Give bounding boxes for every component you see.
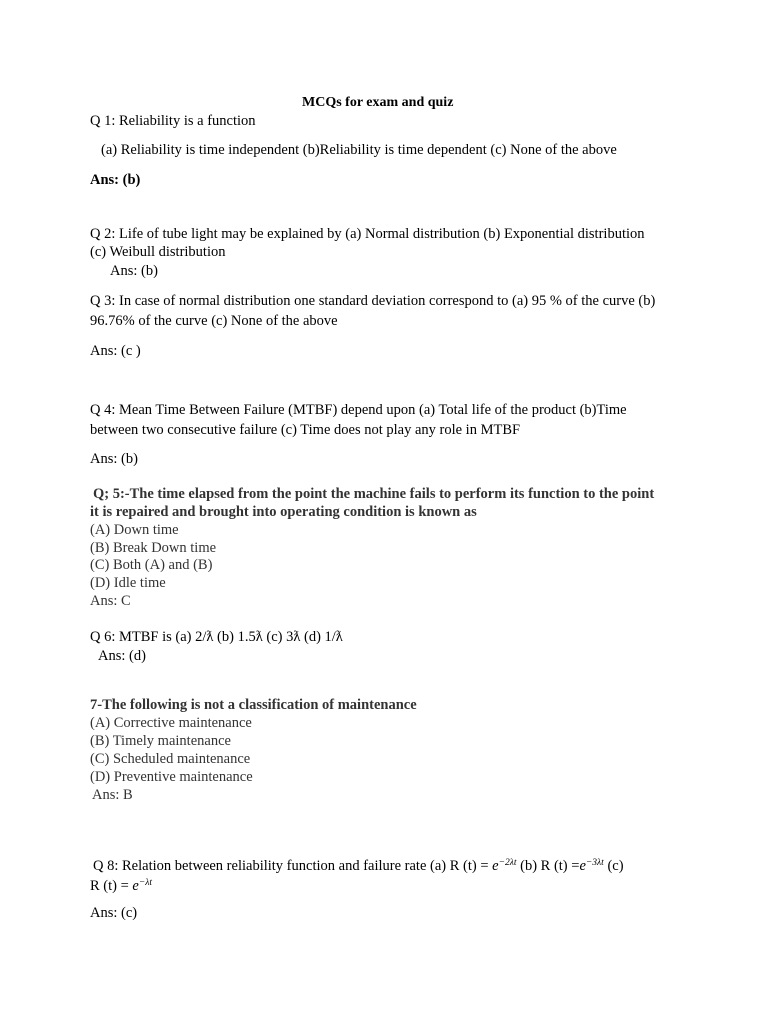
q5-answer: Ans: C <box>90 593 131 609</box>
q7-answer: Ans: B <box>92 787 133 803</box>
q8-text-d: R (t) = <box>90 878 133 894</box>
q8-question-line1 <box>93 855 624 875</box>
q1-question: Q 1: Reliability is a function <box>90 113 256 129</box>
q7-option-b: (B) Timely maintenance <box>90 733 231 749</box>
q8-e-c: e <box>132 878 139 894</box>
q8-text-b: (b) R (t) = <box>516 858 580 874</box>
q2-question-line2: (c) Weibull distribution <box>90 244 226 260</box>
q8-e-a: e <box>492 858 499 874</box>
q7-option-c: (C) Scheduled maintenance <box>90 751 251 767</box>
q7-option-a: (A) Corrective maintenance <box>90 715 252 731</box>
q8-text-a: Q 8: Relation between reliability function and failure rate (a) R (t) = <box>93 858 493 874</box>
q2-question-line1: Q 2: Life of tube light may be explained by (a) Normal distribution (b) Exponential distribution <box>90 226 645 242</box>
q1-options: (a) Reliability is time independent (b)Reliability is time dependent (c) None of the above <box>101 142 617 158</box>
q5-question-line2: it is repaired and brought into operating condition is known as <box>90 504 477 520</box>
q5-option-a: (A) Down time <box>90 522 179 538</box>
q3-question-line2: 96.76% of the curve (c) None of the above <box>90 313 338 329</box>
q4-question-line1: Q 4: Mean Time Between Failure (MTBF) depend upon (a) Total life of the product (b)Time <box>90 402 627 418</box>
q4-answer: Ans: (b) <box>90 451 138 467</box>
q8-question-line2 <box>90 875 152 895</box>
q8-text-c: (c) <box>603 858 624 874</box>
q7-question: 7-The following is not a classification of maintenance <box>90 697 417 713</box>
q8-exponent-a: −2λt <box>498 858 517 868</box>
q2-answer: Ans: (b) <box>110 263 158 279</box>
q8-exponent-b: −3λt <box>585 858 604 868</box>
q5-option-d: (D) Idle time <box>90 575 166 591</box>
q6-answer: Ans: (d) <box>98 648 146 664</box>
q8-exponent-c: −λt <box>138 878 153 888</box>
q1-answer: Ans: (b) <box>90 172 141 188</box>
q8-e-b: e <box>579 858 586 874</box>
page-title: MCQs for exam and quiz <box>302 95 454 110</box>
q8-answer: Ans: (c) <box>90 905 138 921</box>
q3-question-line1: Q 3: In case of normal distribution one standard deviation correspond to (a) 95 % of the curve (b) <box>90 293 656 309</box>
q6-question: Q 6: MTBF is (a) 2/ƛ (b) 1.5ƛ (c) 3ƛ (d) 1/ƛ <box>90 629 343 645</box>
q7-option-d: (D) Preventive maintenance <box>90 769 253 785</box>
q5-question-line1: Q; 5:-The time elapsed from the point the machine fails to perform its function to the point <box>93 486 655 502</box>
q5-option-b: (B) Break Down time <box>90 540 217 556</box>
q4-question-line2: between two consecutive failure (c) Time does not play any role in MTBF <box>90 422 521 438</box>
q3-answer: Ans: (c ) <box>90 343 141 359</box>
q5-option-c: (C) Both (A) and (B) <box>90 557 213 573</box>
